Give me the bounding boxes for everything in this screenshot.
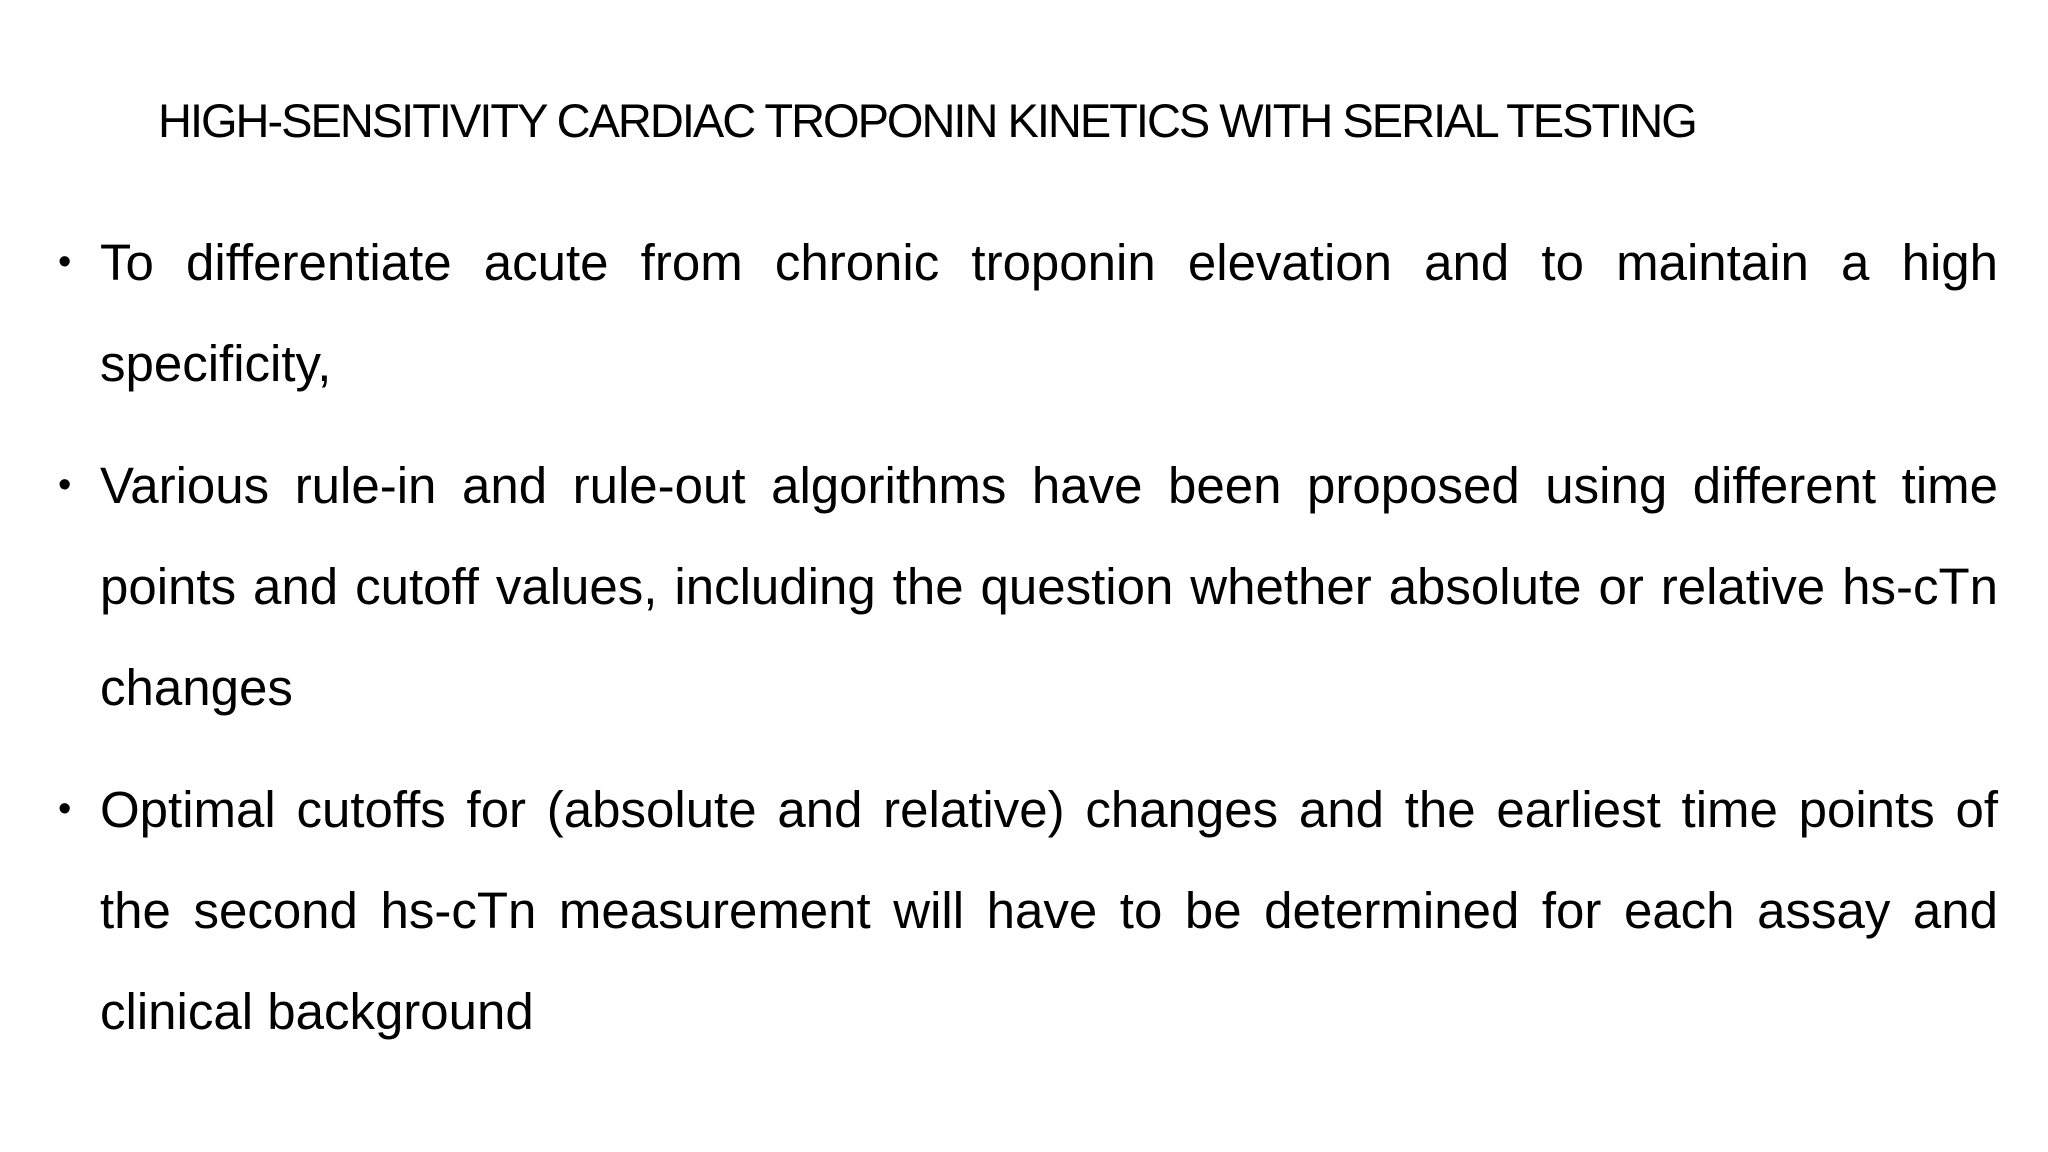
bullet-item <box>58 212 1998 414</box>
bullet-marker: • <box>58 464 72 506</box>
bullet-item <box>58 759 1998 1062</box>
bullet-text: Optimal cutoffs for (absolute and relative) changes and the earliest time points of the second hs-cTn measurement will have to be determined for each assay and clinical background <box>100 781 1998 1040</box>
bullet-list <box>58 212 1998 1083</box>
bullet-item <box>58 435 1998 738</box>
bullet-text: Various rule-in and rule-out algorithms have been proposed using different time points and cutoff values, including the question whether absolute or relative hs-cTn changes <box>100 457 1998 716</box>
slide-title: HIGH-SENSITIVITY CARDIAC TROPONIN KINETICS WITH SERIAL TESTING <box>158 94 1696 147</box>
bullet-text: To differentiate acute from chronic troponin elevation and to maintain a high specificity, <box>100 234 1998 392</box>
bullet-marker: • <box>58 241 72 283</box>
bullet-marker: • <box>58 788 72 830</box>
